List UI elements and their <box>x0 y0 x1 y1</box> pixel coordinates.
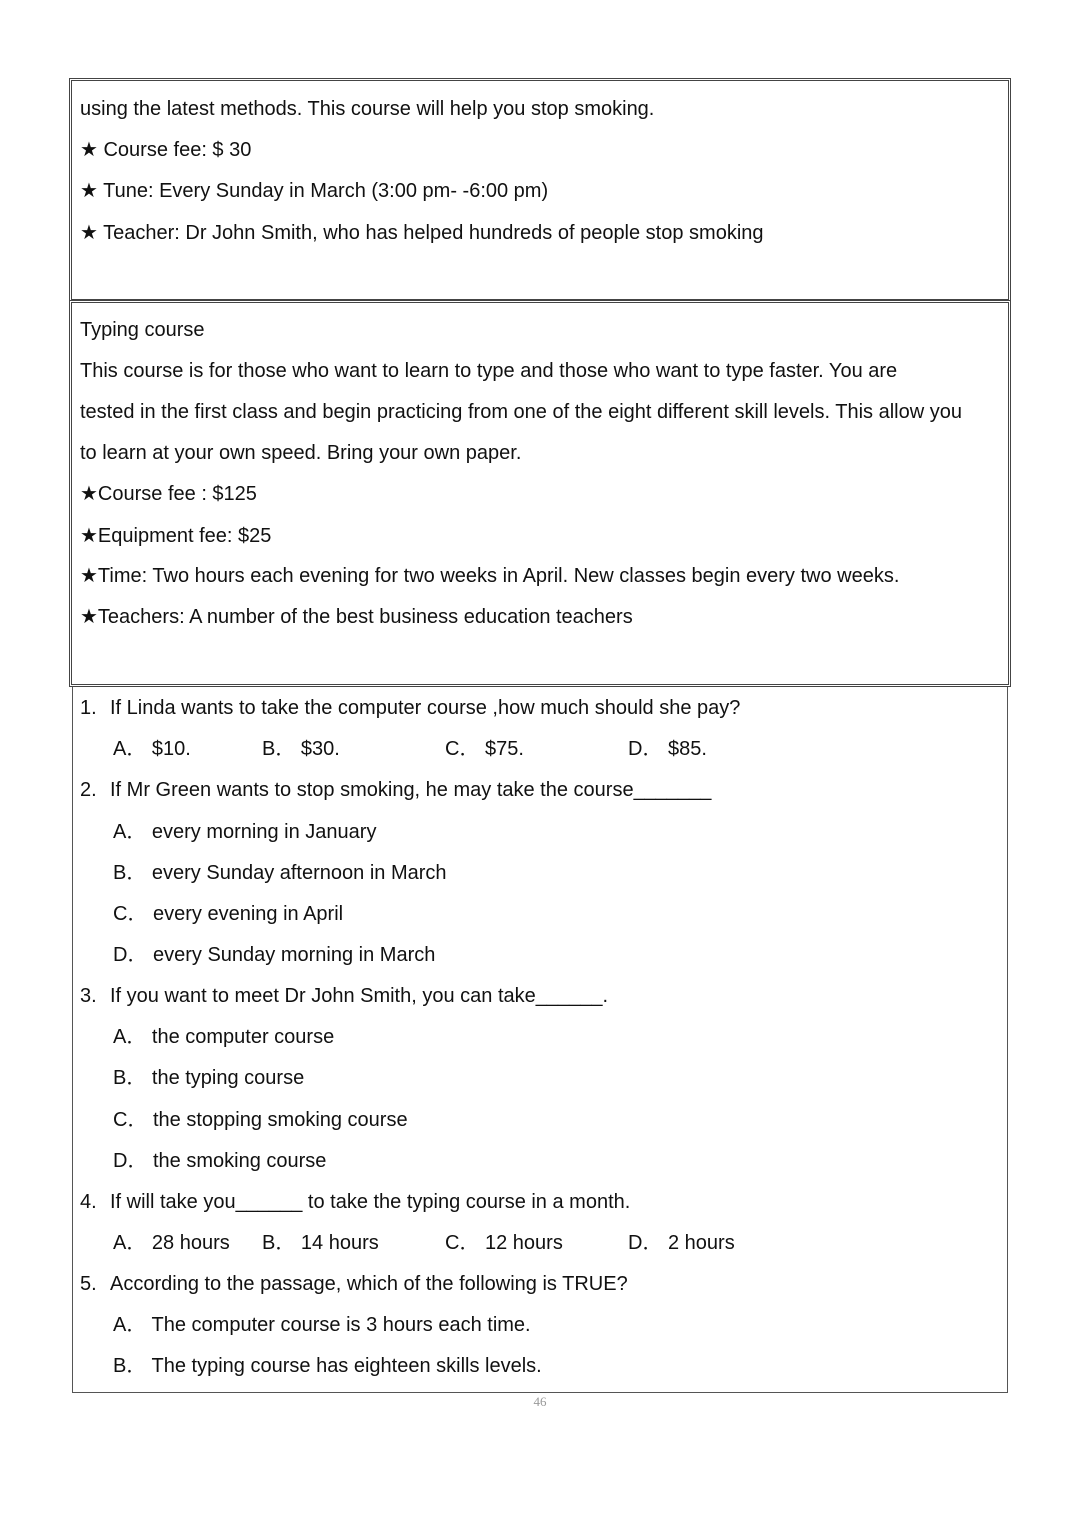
answer-option: B． the typing course <box>113 1067 305 1089</box>
course-teacher-line: ★ Teacher: Dr John Smith, who has helped hundreds of people stop smoking <box>80 222 764 244</box>
question-number: 4. <box>80 1191 97 1213</box>
question-number: 3. <box>80 985 97 1007</box>
question-text: If Linda wants to take the computer course ,how much should she pay? <box>110 697 741 719</box>
answer-option: C． the stopping smoking course <box>113 1109 408 1131</box>
answer-option: A． The computer course is 3 hours each time. <box>113 1314 531 1336</box>
answer-option: C． every evening in April <box>113 903 344 925</box>
answer-option: A． $10. <box>113 738 191 760</box>
answer-option: A． every morning in January <box>113 821 377 843</box>
question-number: 1. <box>80 697 97 719</box>
page-number: 46 <box>533 1394 547 1409</box>
question-number: 2. <box>80 779 97 801</box>
course-fee-line: ★ Course fee: $ 30 <box>80 139 252 161</box>
answer-option: B． 14 hours <box>262 1232 379 1254</box>
equipment-fee-line: ★Equipment fee: $25 <box>80 525 272 547</box>
course-description-line: to learn at your own speed. Bring your own paper. <box>80 442 522 464</box>
answer-option: A． the computer course <box>113 1026 335 1048</box>
answer-option: D． every Sunday morning in March <box>113 944 436 966</box>
course-description-line: using the latest methods. This course will help you stop smoking. <box>80 98 655 120</box>
question-text: According to the passage, which of the following is TRUE? <box>110 1273 628 1295</box>
question-text: If will take you______ to take the typing course in a month. <box>110 1191 631 1213</box>
answer-option: C． $75. <box>445 738 524 760</box>
question-number: 5. <box>80 1273 97 1295</box>
answer-option: B． The typing course has eighteen skills levels. <box>113 1355 542 1377</box>
answer-option: D． the smoking course <box>113 1150 327 1172</box>
question-text: If Mr Green wants to stop smoking, he may take the course_______ <box>110 779 712 801</box>
course-description-line: tested in the first class and begin practicing from one of the eight different skill levels. This allow you <box>80 401 962 423</box>
answer-option: A． 28 hours <box>113 1232 230 1254</box>
course-fee-line: ★Course fee : $125 <box>80 483 257 505</box>
answer-option: D． 2 hours <box>628 1232 735 1254</box>
course-description-line: This course is for those who want to learn to type and those who want to type faster. You are <box>80 360 898 382</box>
course-time-line: ★ Tune: Every Sunday in March (3:00 pm- -6:00 pm) <box>80 180 549 202</box>
question-text: If you want to meet Dr John Smith, you can take______. <box>110 985 609 1007</box>
course-title: Typing course <box>80 319 205 341</box>
answer-option: B． every Sunday afternoon in March <box>113 862 447 884</box>
answer-option: B． $30. <box>262 738 340 760</box>
course-time-line: ★Time: Two hours each evening for two weeks in April. New classes begin every two weeks. <box>80 565 900 587</box>
answer-option: D． $85. <box>628 738 707 760</box>
course-teacher-line: ★Teachers: A number of the best business education teachers <box>80 606 633 628</box>
answer-option: C． 12 hours <box>445 1232 563 1254</box>
